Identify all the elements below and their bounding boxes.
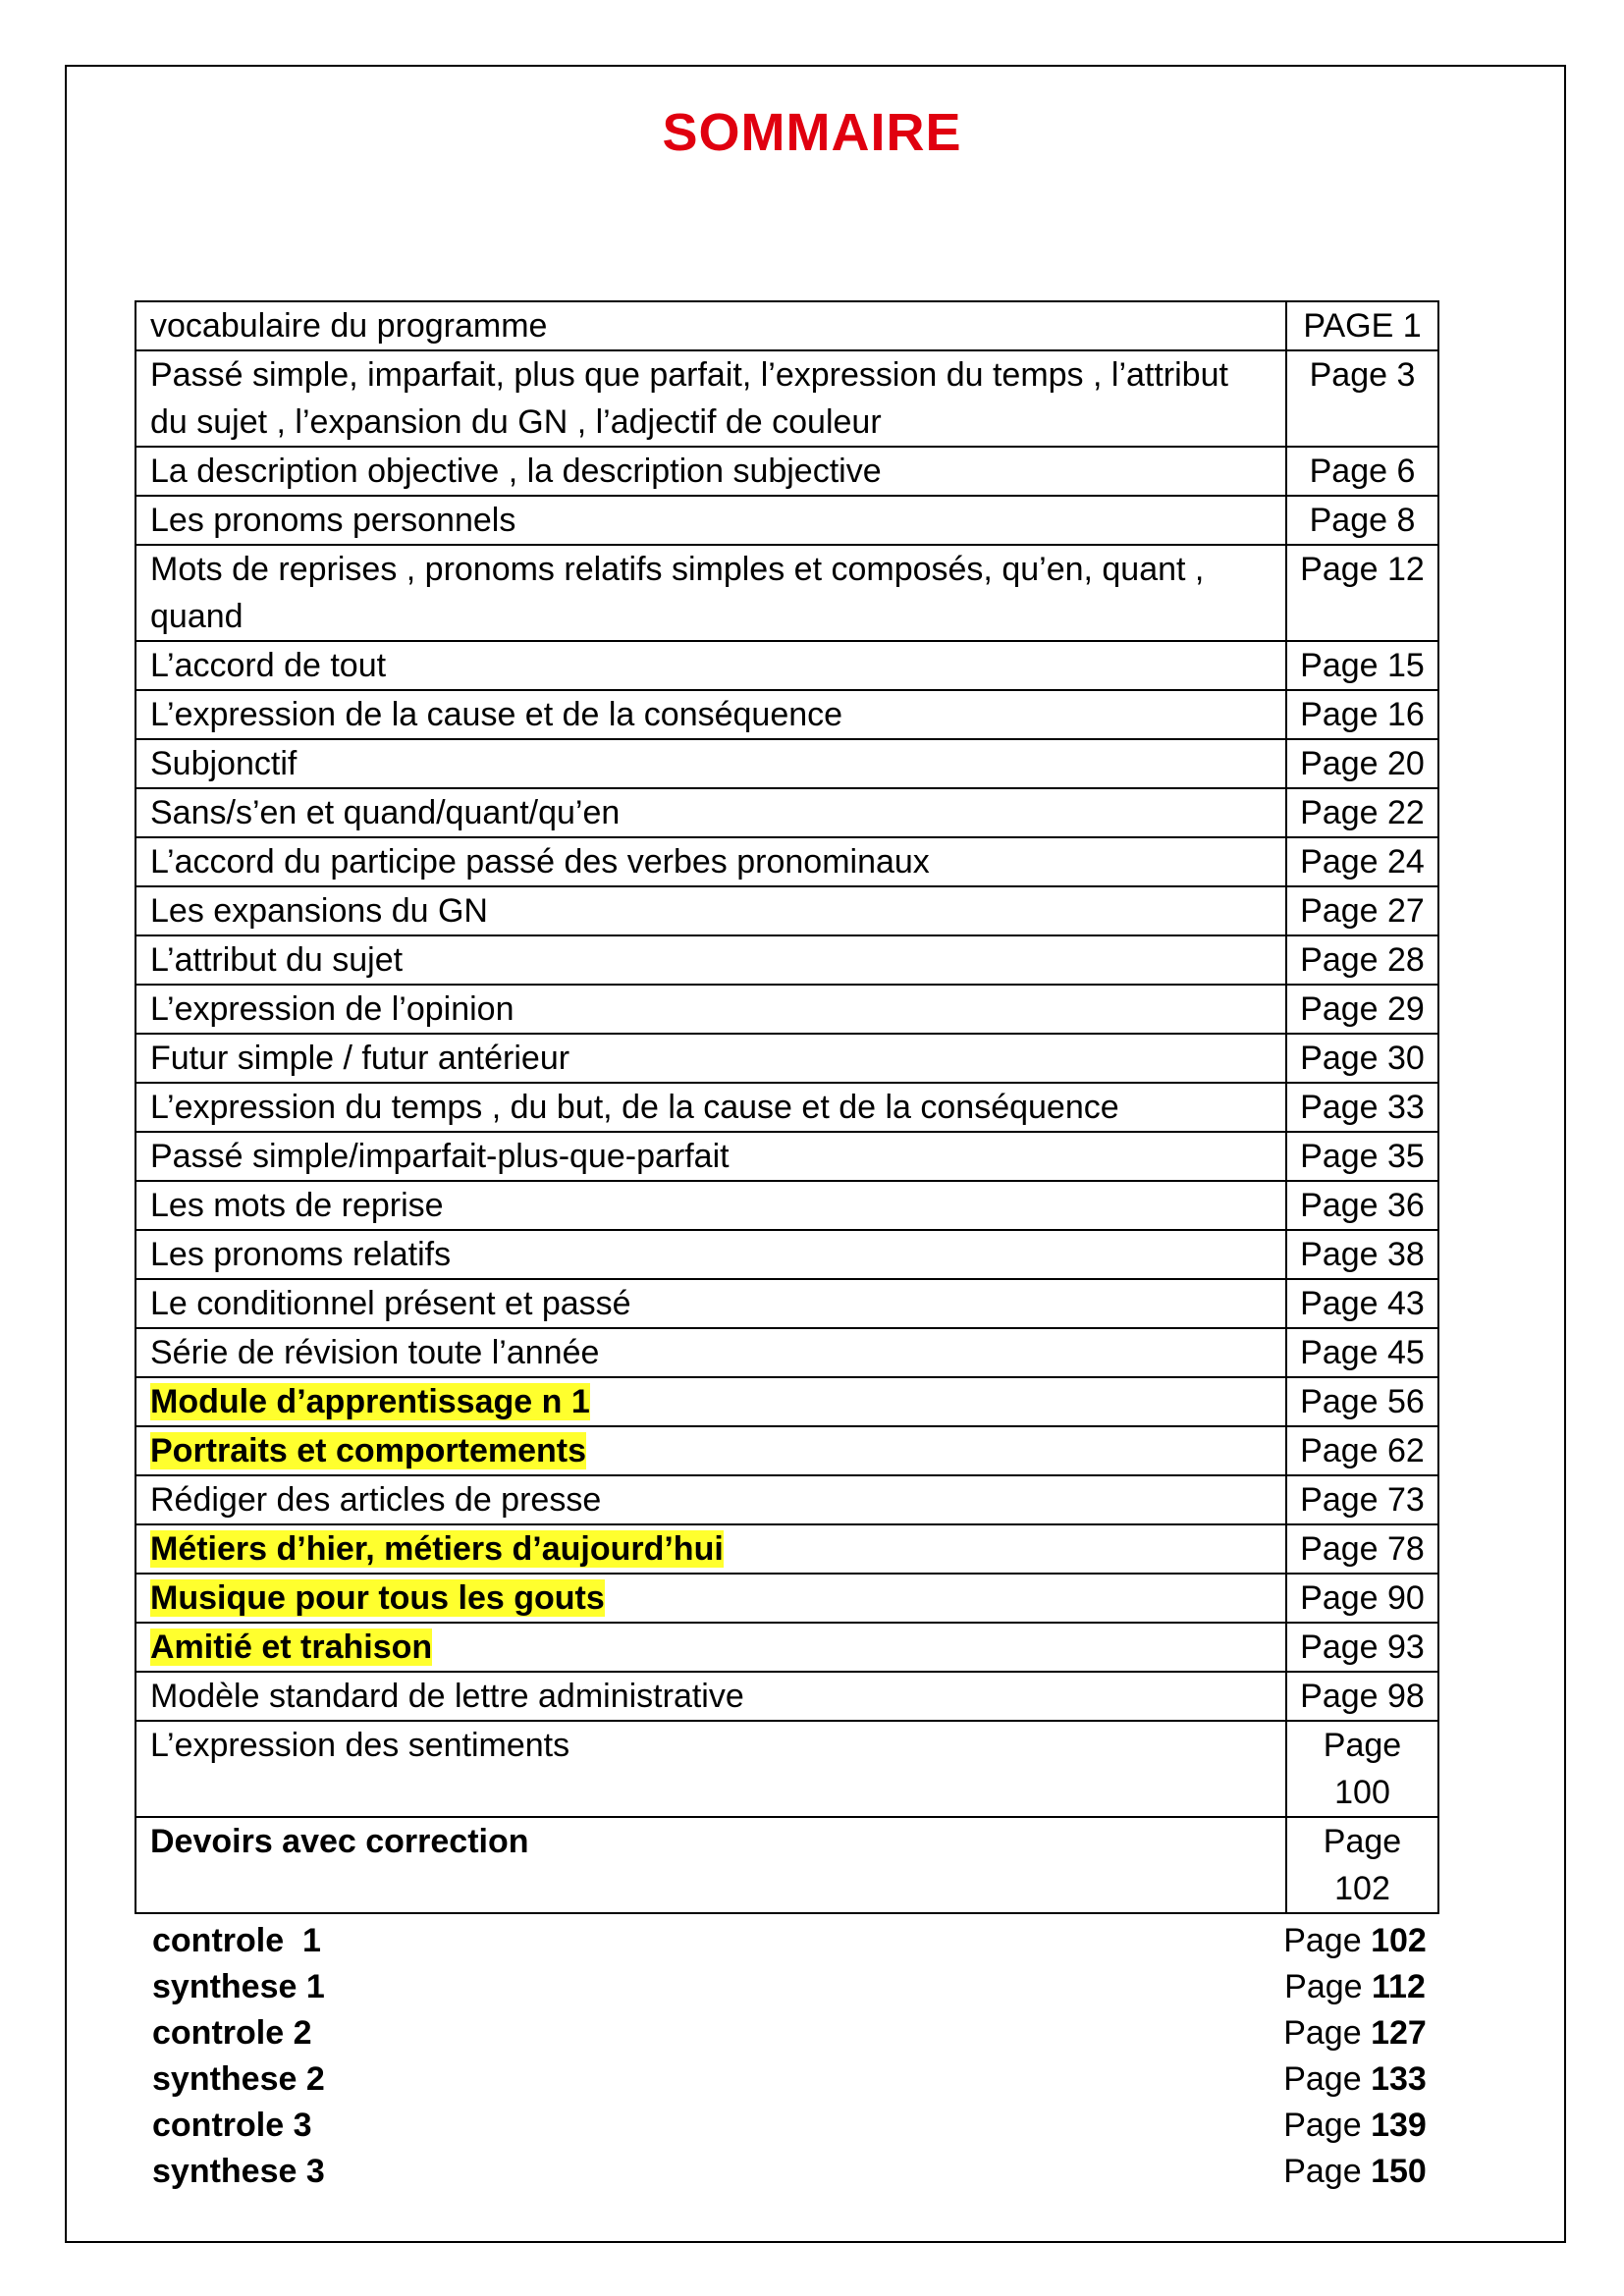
toc-row (135, 1574, 1438, 1623)
toc-row-label-cell (135, 1132, 1286, 1181)
extra-row-page-number: 133 (1371, 2060, 1427, 2098)
extra-row-page-word: Page (1283, 2153, 1362, 2190)
extra-row-page-word: Page (1283, 2060, 1362, 2098)
toc-row-page: Page 12 (1286, 545, 1438, 641)
toc-row (135, 935, 1438, 985)
toc-row (135, 1817, 1438, 1913)
toc-row-page: Page 16 (1286, 690, 1438, 739)
toc-row-label: L’attribut du sujet (150, 941, 404, 979)
toc-row (135, 739, 1438, 788)
toc-row-page: Page 98 (1286, 1672, 1438, 1721)
toc-row-page: Page 29 (1286, 985, 1438, 1034)
toc-row (135, 350, 1438, 447)
toc-row-label: vocabulaire du programme (150, 307, 548, 345)
toc-row-label-cell (135, 1426, 1286, 1475)
extra-list (152, 1918, 1429, 2195)
extra-row (152, 2056, 1429, 2103)
toc-row-label: Musique pour tous les gouts (150, 1579, 605, 1617)
toc-row-page: Page 30 (1286, 1034, 1438, 1083)
toc-row-label: Série de révision toute l’année (150, 1334, 600, 1371)
toc-row-label-cell (135, 1524, 1286, 1574)
toc-row-label-cell (135, 1475, 1286, 1524)
toc-row (135, 545, 1438, 641)
toc-row (135, 837, 1438, 886)
toc-row-label: L’expression de la cause et de la conséquence (150, 696, 843, 733)
toc-row-label: Les pronoms relatifs (150, 1236, 452, 1273)
extra-row-page (1281, 1964, 1429, 2010)
toc-row-label-cell (135, 1181, 1286, 1230)
extra-row-page (1281, 2010, 1429, 2056)
toc-row-label-cell (135, 1230, 1286, 1279)
toc-row-label-cell (135, 350, 1286, 447)
extra-row-page (1281, 1918, 1429, 1964)
extra-row-page-word: Page (1283, 1922, 1362, 1959)
toc-row-page: Page 28 (1286, 935, 1438, 985)
toc-row (135, 1328, 1438, 1377)
toc-row (135, 788, 1438, 837)
toc-row-label-cell (135, 1034, 1286, 1083)
toc-row-label-cell (135, 496, 1286, 545)
toc-row-page: Page 56 (1286, 1377, 1438, 1426)
extra-row-page-word: Page (1283, 2107, 1362, 2144)
toc-row (135, 1475, 1438, 1524)
extra-row-label: controle 1 (152, 1922, 321, 1959)
toc-row (135, 1721, 1438, 1817)
toc-row-page: Page 35 (1286, 1132, 1438, 1181)
toc-row-page: Page 78 (1286, 1524, 1438, 1574)
extra-row-label: synthese 2 (152, 2060, 325, 2098)
toc-row-page: Page 24 (1286, 837, 1438, 886)
toc-row-label-cell (135, 985, 1286, 1034)
toc-row-label: Subjonctif (150, 745, 298, 782)
toc-row (135, 1623, 1438, 1672)
extra-row-page-number: 139 (1371, 2107, 1427, 2144)
extra-row-label: synthese 3 (152, 2153, 325, 2190)
toc-row-label-cell (135, 1574, 1286, 1623)
toc-row-label-cell (135, 545, 1286, 641)
extra-row-page-number: 150 (1371, 2153, 1427, 2190)
toc-row-page: Page 100 (1286, 1721, 1438, 1817)
toc-row-label: Sans/s’en et quand/quant/qu’en (150, 794, 621, 831)
toc-row-page: Page 93 (1286, 1623, 1438, 1672)
toc-row-page: Page 36 (1286, 1181, 1438, 1230)
toc-row-label-cell (135, 935, 1286, 985)
toc-row-label: Les expansions du GN (150, 892, 488, 930)
toc-row-label: Métiers d’hier, métiers d’aujourd’hui (150, 1530, 724, 1568)
toc-row-label: Passé simple, imparfait, plus que parfait, l’expression du temps , l’attribut du sujet , l’expansion du GN , l’adjectif de couleur (150, 356, 1228, 441)
extra-row-page (1281, 2056, 1429, 2103)
toc-row-label-cell (135, 1623, 1286, 1672)
extra-row-page (1281, 2149, 1429, 2195)
toc-row-label: Amitié et trahison (150, 1629, 433, 1666)
toc-row-label-cell (135, 739, 1286, 788)
toc-row-label-cell (135, 447, 1286, 496)
extra-row-page-word: Page (1284, 1968, 1363, 2005)
toc-row-label-cell (135, 690, 1286, 739)
toc-row-page: Page 43 (1286, 1279, 1438, 1328)
toc-row-page: Page 15 (1286, 641, 1438, 690)
toc-row (135, 447, 1438, 496)
toc-row (135, 1279, 1438, 1328)
toc-row-label: La description objective , la description subjective (150, 453, 882, 490)
toc-row-label-cell (135, 1377, 1286, 1426)
toc-row-page: Page 73 (1286, 1475, 1438, 1524)
toc-row-label: Rédiger des articles de presse (150, 1481, 602, 1519)
extra-row (152, 1964, 1429, 2010)
toc-row-label: L’expression du temps , du but, de la cause et de la conséquence (150, 1089, 1119, 1126)
extra-row-page-word: Page (1283, 2014, 1362, 2052)
toc-row (135, 1230, 1438, 1279)
toc-row-label: L’expression des sentiments (150, 1727, 570, 1764)
toc-row (135, 1083, 1438, 1132)
toc-row-label-cell (135, 1328, 1286, 1377)
toc-row-label-cell (135, 1721, 1286, 1817)
toc-row-label-cell (135, 1083, 1286, 1132)
toc-row-label-cell (135, 1279, 1286, 1328)
toc-row-page: Page 27 (1286, 886, 1438, 935)
toc-row-page: Page 45 (1286, 1328, 1438, 1377)
toc-row-label-cell (135, 1817, 1286, 1913)
toc-row-page: PAGE 1 (1286, 301, 1438, 350)
toc-table (135, 300, 1439, 1914)
extra-row-page-number: 112 (1372, 1968, 1426, 2005)
toc-row (135, 1181, 1438, 1230)
extra-row (152, 2149, 1429, 2195)
toc-row-label-cell (135, 837, 1286, 886)
extra-row (152, 2103, 1429, 2149)
extra-row-page-number: 102 (1371, 1922, 1427, 1959)
toc-row (135, 1132, 1438, 1181)
toc-row-label: Modèle standard de lettre administrative (150, 1678, 744, 1715)
toc-row-label-cell (135, 886, 1286, 935)
extra-row-page-number: 127 (1371, 2014, 1427, 2052)
toc-row-page: Page 3 (1286, 350, 1438, 447)
extra-row (152, 1918, 1429, 1964)
toc-row (135, 1426, 1438, 1475)
toc-row-page: Page 62 (1286, 1426, 1438, 1475)
toc-row-label-cell (135, 641, 1286, 690)
toc-row-label-cell (135, 301, 1286, 350)
toc-row (135, 1034, 1438, 1083)
toc-row-label: Les mots de reprise (150, 1187, 444, 1224)
toc-row-label: Portraits et comportements (150, 1432, 586, 1469)
toc-row (135, 985, 1438, 1034)
toc-row-label-cell (135, 1672, 1286, 1721)
toc-row-page: Page 33 (1286, 1083, 1438, 1132)
toc-row-label: Devoirs avec correction (150, 1823, 529, 1860)
toc-row-label: L’accord du participe passé des verbes pronominaux (150, 843, 930, 881)
toc-row-label: L’expression de l’opinion (150, 990, 514, 1028)
toc-row-page: Page 6 (1286, 447, 1438, 496)
toc-row-page: Page 102 (1286, 1817, 1438, 1913)
toc-row-label: Passé simple/imparfait-plus-que-parfait (150, 1138, 730, 1175)
toc-row-page: Page 8 (1286, 496, 1438, 545)
extra-row-label: synthese 1 (152, 1968, 325, 2005)
toc-row-page: Page 90 (1286, 1574, 1438, 1623)
toc-row-label-cell (135, 788, 1286, 837)
toc-row (135, 496, 1438, 545)
extra-row-page (1281, 2103, 1429, 2149)
toc-row (135, 690, 1438, 739)
extra-row (152, 2010, 1429, 2056)
toc-body (135, 301, 1438, 1913)
toc-row (135, 1524, 1438, 1574)
page-title: SOMMAIRE (662, 103, 962, 162)
toc-row (135, 886, 1438, 935)
toc-row-label: L’accord de tout (150, 647, 387, 684)
toc-row (135, 1672, 1438, 1721)
toc-row (135, 641, 1438, 690)
toc-row-page: Page 20 (1286, 739, 1438, 788)
toc-row-label: Futur simple / futur antérieur (150, 1040, 570, 1077)
toc-row (135, 1377, 1438, 1426)
toc-row-label: Le conditionnel présent et passé (150, 1285, 631, 1322)
extra-row-label: controle 2 (152, 2014, 312, 2052)
toc-row-page: Page 38 (1286, 1230, 1438, 1279)
toc-row-label: Mots de reprises , pronoms relatifs simples et composés, qu’en, quant , quand (150, 551, 1205, 635)
toc-row-page: Page 22 (1286, 788, 1438, 837)
toc-row-label: Les pronoms personnels (150, 502, 516, 539)
toc-row (135, 301, 1438, 350)
toc-row-label: Module d’apprentissage n 1 (150, 1383, 590, 1420)
extra-row-label: controle 3 (152, 2107, 312, 2144)
